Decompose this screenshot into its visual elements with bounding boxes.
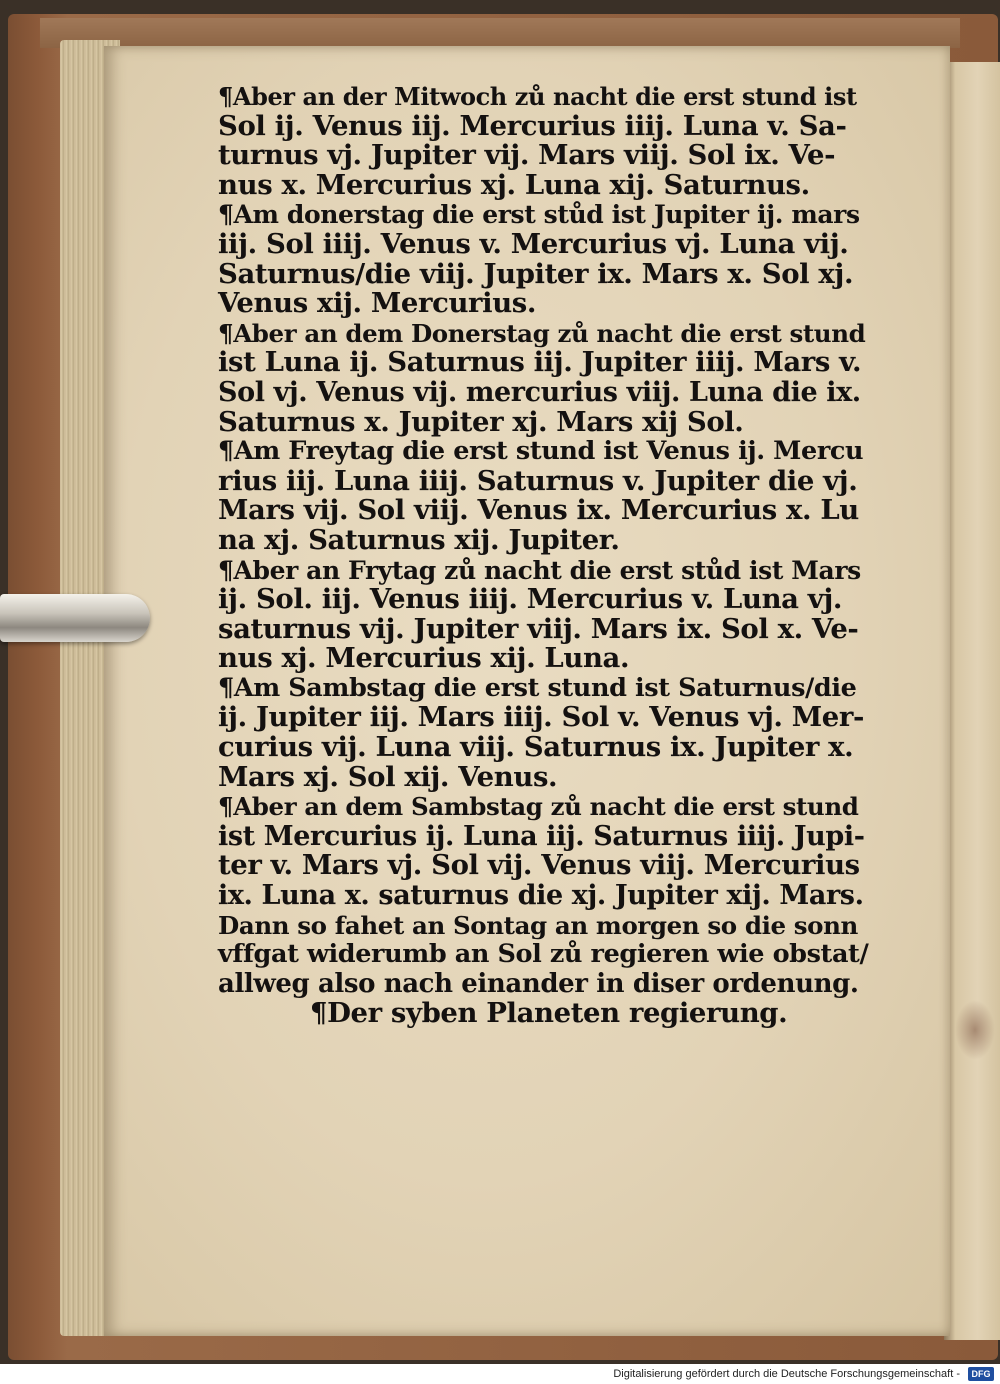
text-line: Saturnus/die viij. Jupiter ix. Mars x. Sol xj.	[218, 257, 854, 290]
page-marker	[0, 594, 150, 642]
text-line: ter v. Mars vj. Sol vij. Venus viij. Mercurius	[218, 849, 860, 882]
page-text	[218, 82, 868, 1029]
footer-credit[interactable]: Digitalisierung gefördert durch die Deutsche Forschungsgemeinschaft -	[613, 1368, 960, 1380]
text-line: ij. Sol. iij. Venus iiij. Mercurius v. Luna vj.	[218, 583, 843, 616]
text-line: Venus xij. Mercurius.	[218, 287, 537, 320]
text-line: ¶Am Freytag die erst stund ist Venus ij. Mercu	[218, 436, 864, 467]
text-line: turnus vj. Jupiter vij. Mars viij. Sol ix. Ve-	[218, 139, 836, 172]
text-line: Sol vj. Venus vij. mercurius viij. Luna die ix.	[218, 376, 861, 408]
text-line: rius iij. Luna iiij. Saturnus v. Jupiter die vj.	[218, 464, 858, 497]
text-line: vffgat widerumb an Sol zů regieren wie obstat/	[218, 939, 869, 970]
closing-heading: ¶Der syben Planeten regierung.	[310, 997, 788, 1030]
text-line: Sol ij. Venus iij. Mercurius iiij. Luna v. Sa-	[218, 109, 847, 142]
dfg-logo[interactable]: DFG	[968, 1367, 994, 1381]
text-line: ij. Jupiter iij. Mars iiij. Sol v. Venus vj. Mer-	[218, 701, 864, 734]
text-line: curius vij. Luna viij. Saturnus ix. Jupiter x.	[218, 731, 854, 764]
text-line: nus xj. Mercurius xij. Luna.	[218, 642, 630, 675]
text-line: nus x. Mercurius xj. Luna xij. Saturnus.	[218, 168, 810, 201]
text-line: na xj. Saturnus xij. Jupiter.	[218, 523, 620, 556]
text-line: Dann so fahet an Sontag an morgen so die sonn	[218, 910, 858, 940]
text-line: ¶Aber an Frytag zů nacht die erst stůd ist Mars	[218, 555, 861, 585]
text-line: ist Mercurius ij. Luna iij. Saturnus iiij. Jupi-	[218, 820, 865, 852]
text-line: Mars xj. Sol xij. Venus.	[218, 760, 558, 793]
cover-top-edge	[40, 18, 960, 48]
text-line: saturnus vij. Jupiter viij. Mars ix. Sol x. Ve-	[218, 612, 859, 645]
page-stain	[955, 1000, 995, 1060]
text-line: ¶Aber an dem Donerstag zů nacht die erst stund	[218, 318, 866, 348]
text-line: ¶Am Sambstag die erst stund ist Saturnus/die	[218, 672, 857, 703]
text-line: Saturnus x. Jupiter xj. Mars xij Sol.	[218, 405, 744, 438]
text-line: allweg also nach einander in diser ordenung.	[218, 968, 859, 999]
facing-page-edge	[944, 62, 1000, 1340]
text-line: Mars vij. Sol viij. Venus ix. Mercurius x. Lu	[218, 494, 859, 527]
text-line: ix. Luna x. saturnus die xj. Jupiter xij. Mars.	[218, 880, 864, 912]
text-line: ¶Aber an der Mitwoch zů nacht die erst stund ist	[218, 82, 857, 111]
text-line: iij. Sol iiij. Venus v. Mercurius vj. Luna vij.	[218, 227, 849, 260]
footer-bar	[0, 1364, 1000, 1384]
text-line: ¶Am donerstag die erst stůd ist Jupiter ij. mars	[218, 200, 860, 230]
text-line: ¶Aber an dem Sambstag zů nacht die erst stund	[218, 792, 859, 822]
text-line: ist Luna ij. Saturnus iij. Jupiter iiij. Mars v.	[218, 346, 862, 379]
